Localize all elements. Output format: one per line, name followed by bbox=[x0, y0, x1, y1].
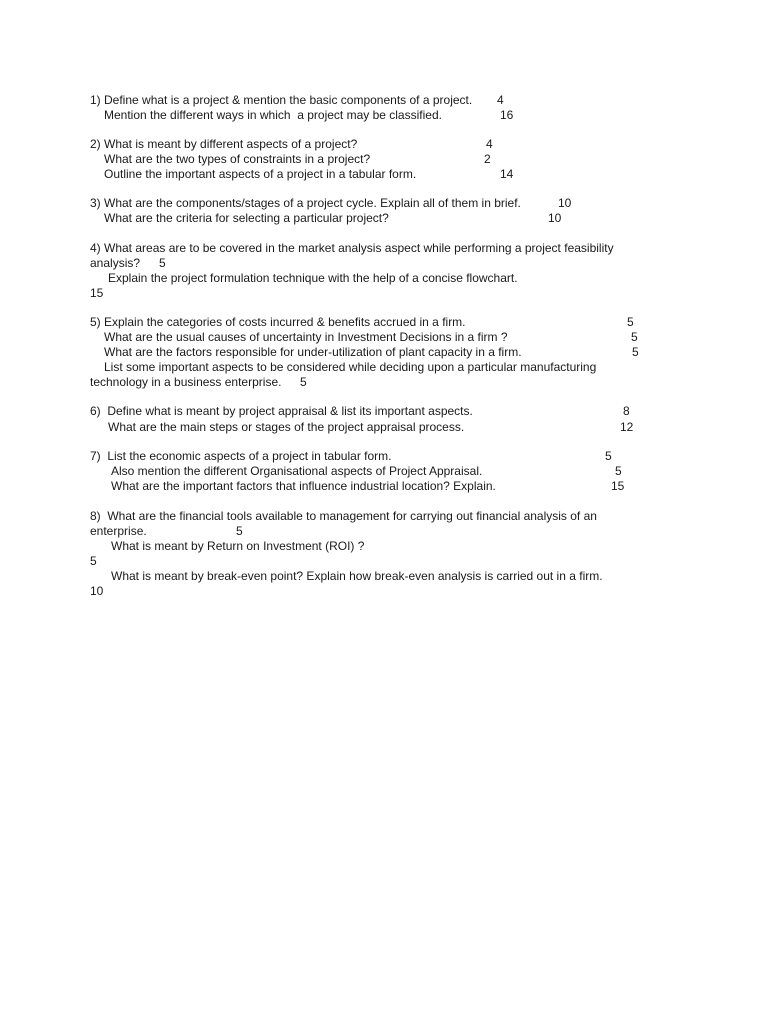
question-1-mark-2: 16 bbox=[500, 108, 514, 122]
question-6-mark-1: 8 bbox=[623, 404, 630, 418]
question-1-line-2: Mention the different ways in which a project may be classified. bbox=[104, 108, 442, 122]
question-1-mark-1: 4 bbox=[497, 93, 504, 107]
question-5-line-1: 5) Explain the categories of costs incurred & benefits accrued in a firm. bbox=[90, 315, 466, 329]
question-2-mark-2: 2 bbox=[484, 152, 491, 166]
question-5-line-4-cont: technology in a business enterprise. bbox=[90, 375, 282, 389]
question-4-line-2: Explain the project formulation technique with the help of a concise flowchart. bbox=[108, 271, 518, 285]
question-4-line-1-cont: analysis? bbox=[90, 256, 141, 270]
question-7-line-2: Also mention the different Organisational aspects of Project Appraisal. bbox=[111, 464, 483, 478]
question-5-mark-3: 5 bbox=[632, 345, 639, 359]
question-8-line-1: 8) What are the financial tools available to management for carrying out financial analysis of an bbox=[90, 509, 597, 523]
question-8-mark-2: 5 bbox=[90, 554, 97, 568]
question-5-mark-1: 5 bbox=[627, 315, 634, 329]
question-6-line-1: 6) Define what is meant by project appraisal & list its important aspects. bbox=[90, 404, 473, 418]
question-8-mark-3: 10 bbox=[90, 584, 104, 598]
question-5-mark-4: 5 bbox=[300, 375, 307, 389]
question-2-line-1: 2) What is meant by different aspects of a project? bbox=[90, 137, 358, 151]
question-2-mark-1: 4 bbox=[486, 137, 493, 151]
question-5-line-2: What are the usual causes of uncertainty in Investment Decisions in a firm ? bbox=[104, 330, 508, 344]
question-7-line-1: 7) List the economic aspects of a project in tabular form. bbox=[90, 449, 392, 463]
question-3-line-1: 3) What are the components/stages of a project cycle. Explain all of them in brief. bbox=[90, 196, 521, 210]
question-2-line-3: Outline the important aspects of a project in a tabular form. bbox=[104, 167, 417, 181]
question-1-line-1: 1) Define what is a project & mention the basic components of a project. bbox=[90, 93, 473, 107]
question-3-mark-1: 10 bbox=[558, 196, 572, 210]
question-3-mark-2: 10 bbox=[548, 211, 562, 225]
question-2-mark-3: 14 bbox=[500, 167, 514, 181]
question-7-mark-3: 15 bbox=[611, 479, 625, 493]
question-4-mark-2: 15 bbox=[90, 286, 104, 300]
question-4-mark-1: 5 bbox=[159, 256, 166, 270]
question-7-mark-2: 5 bbox=[615, 464, 622, 478]
question-8-line-1-cont: enterprise. bbox=[90, 524, 147, 538]
question-7-line-3: What are the important factors that influence industrial location? Explain. bbox=[111, 479, 496, 493]
question-4-line-1: 4) What areas are to be covered in the market analysis aspect while performing a project feasibility bbox=[90, 241, 614, 255]
question-2-line-2: What are the two types of constraints in a project? bbox=[104, 152, 371, 166]
question-7-mark-1: 5 bbox=[605, 449, 612, 463]
question-6-mark-2: 12 bbox=[620, 420, 634, 434]
question-8-line-3: What is meant by break-even point? Explain how break-even analysis is carried out in a firm. bbox=[111, 569, 603, 583]
question-5-line-4: List some important aspects to be considered while deciding upon a particular manufacturing bbox=[104, 360, 597, 374]
question-8-mark-1: 5 bbox=[236, 524, 243, 538]
question-8-line-2: What is meant by Return on Investment (ROI) ? bbox=[111, 539, 365, 553]
question-5-mark-2: 5 bbox=[631, 330, 638, 344]
question-6-line-2: What are the main steps or stages of the project appraisal process. bbox=[108, 420, 465, 434]
question-3-line-2: What are the criteria for selecting a particular project? bbox=[104, 211, 389, 225]
question-5-line-3: What are the factors responsible for under-utilization of plant capacity in a firm. bbox=[104, 345, 522, 359]
